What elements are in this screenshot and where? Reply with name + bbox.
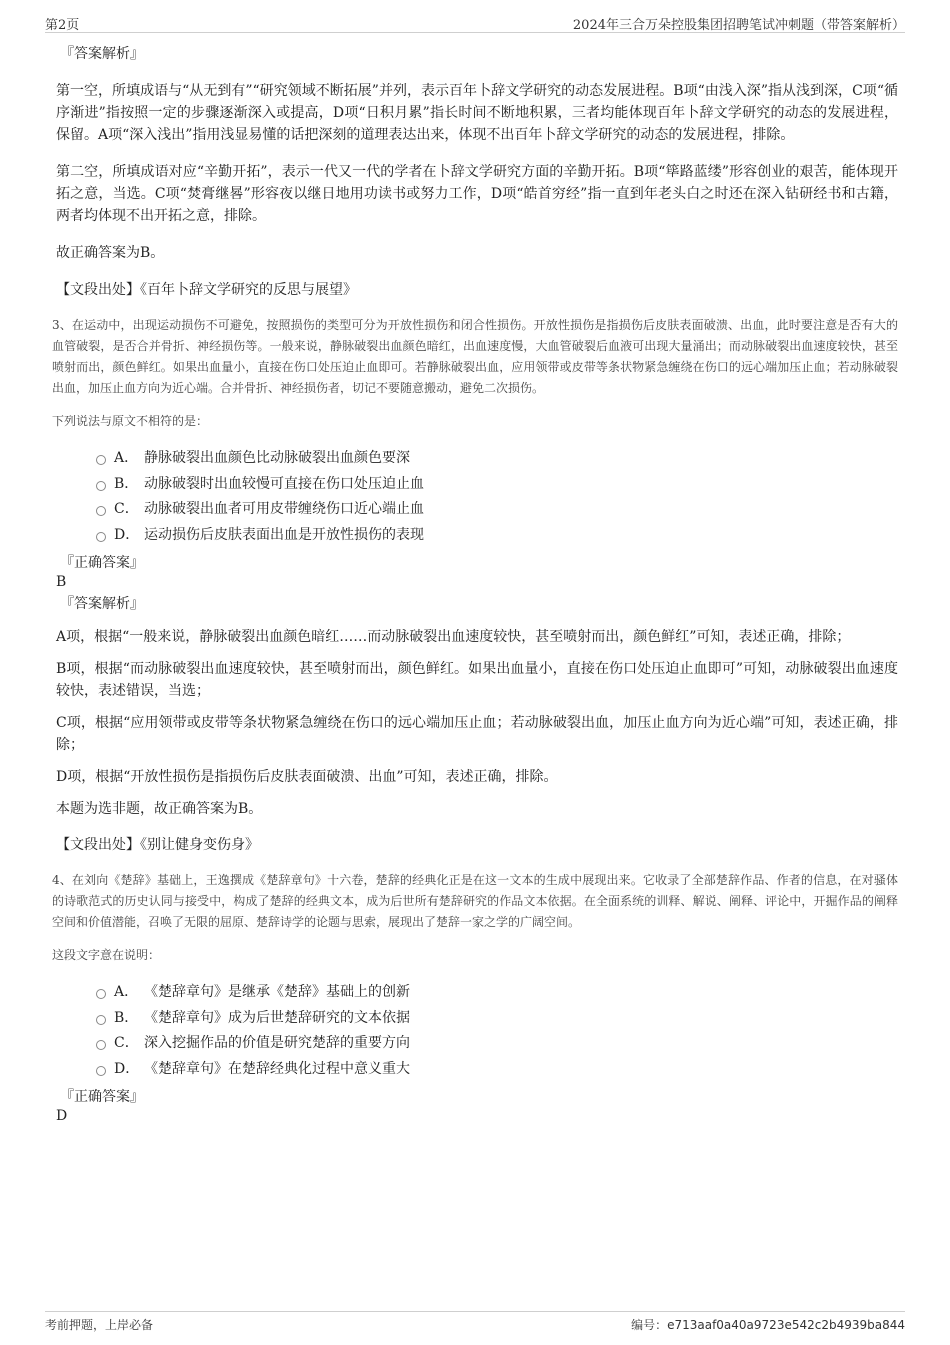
option-text: 静脉破裂出血颜色比动脉破裂出血颜色要深 [144,450,410,466]
radio-button-icon[interactable] [96,1040,106,1050]
radio-button-icon[interactable] [96,1015,106,1025]
option-text: 动脉破裂出血者可用皮带缠绕伤口近心端止血 [144,501,424,517]
analysis-paragraph: C项，根据“应用领带或皮带等条状物紧急缠绕在伤口的远心端加压止血；若动脉破裂出血，加压止血方向为近心端”可知，表述正确，排除； [56,715,898,753]
option-text: 《楚辞章句》成为后世楚辞研究的文本依据 [144,1009,410,1026]
option-letter: B． [114,1009,139,1026]
option-text: 运动损伤后皮肤表面出血是开放性损伤的表现 [144,526,424,543]
answer-analysis-label: 『答案解析』 [60,46,144,62]
option-letter: B． [114,475,139,492]
option-a[interactable] [56,980,898,1006]
analysis-paragraph: 第一空，所填成语与“从无到有”“研究领域不断拓展”并列，表示百年卜辞文学研究的动态发展进程。B项“由浅入深”指从浅到深，C项“循序渐进”指按照一定的步骤逐渐深入或提高，D项“日积月累”指长时间不断地积累，三者均能体现百年卜辞文学研究的动态的发展进程，保留。A项“深入浅出”指用浅显易懂的话把深刻的道理表达出来，体现不出百年卜辞文学研究的动态的发展进程，排除。 [56,83,898,143]
code-label: 编号： [631,1318,668,1332]
radio-button-icon[interactable] [96,989,106,999]
radio-button-icon[interactable] [96,532,106,542]
analysis-paragraph: A项，根据“一般来说，静脉破裂出血颜色暗红……而动脉破裂出血速度较快，甚至喷射而出，颜色鲜红”可知，表述正确，排除； [56,629,851,645]
analysis-paragraph: D项，根据“开放性损伤是指损伤后皮肤表面破溃、出血”可知，表述正确，排除。 [56,769,558,785]
document-code [631,1316,905,1333]
option-b[interactable] [56,1006,898,1032]
option-letter: C． [114,1035,139,1051]
question-passage: 4、在刘向《楚辞》基础上，王逸撰成《楚辞章句》十六卷，楚辞的经典化正是在这一文本的生成中展现出来。它收录了全部楚辞作品、作者的信息，在对骚体的诗歌范式的历史认同与接受中，构成了楚辞的经典文本，成为后世所有楚辞研究的作品文本依据。在全面系统的训释、解说、阐释、评论中，开掘作品的阐释空间和价值潜能，召唤了无限的屈原、楚辞诗学的论题与思索，展现出了楚辞一家之学的广阔空间。 [52,873,898,929]
option-letter: C． [114,501,139,517]
options-list [56,980,898,1082]
answer-conclusion: 故正确答案为B。 [56,245,165,261]
option-text: 《楚辞章句》在楚辞经典化过程中意义重大 [144,1060,410,1077]
option-d[interactable] [56,1057,898,1083]
code-value: e713aaf0a40a9723e542c2b4939ba844 [667,1318,905,1332]
page-header [45,12,905,33]
option-b[interactable] [56,472,898,498]
option-text: 深入挖掘作品的价值是研究楚辞的重要方向 [144,1035,410,1051]
correct-answer: D [56,1108,68,1124]
answer-analysis-label: 『答案解析』 [60,596,144,612]
option-letter: D． [114,1060,140,1077]
document-title: 2024年三合万朵控股集团招聘笔试冲刺题（带答案解析） [572,18,905,33]
question-passage: 3、在运动中，出现运动损伤不可避免，按照损伤的类型可分为开放性损伤和闭合性损伤。开放性损伤是指损伤后皮肤表面破溃、出血，此时要注意是否有大的血管破裂，是否合并骨折、神经损伤等。一般来说，静脉破裂出血颜色暗红，出血速度慢，大血管破裂后血液可出现大量涌出；而动脉破裂出血速度较快，甚至喷射而出，颜色鲜红。如果出血量小，直接在伤口处压迫止血即可。若静脉破裂出血，应用领带或皮带等条状物紧急缠绕在伤口的远心端加压止血；若动脉破裂出血，加压止血方向为近心端。合并骨折、神经损伤者，切记不要随意搬动，避免二次损伤。 [52,318,898,395]
option-a[interactable] [56,446,898,472]
radio-button-icon[interactable] [96,506,106,516]
option-text: 《楚辞章句》是继承《楚辞》基础上的创新 [144,984,410,1000]
question-stem: 下列说法与原文不相符的是： [52,414,209,428]
page-footer [45,1311,905,1336]
correct-answer: B [56,574,67,590]
option-c[interactable] [56,1031,898,1057]
analysis-paragraph: B项，根据“而动脉破裂出血速度较快，甚至喷射而出，颜色鲜红。如果出血量小，直接在伤口处压迫止血即可”可知，动脉破裂出血速度较快，表述错误，当选； [56,661,898,699]
radio-button-icon[interactable] [96,481,106,491]
correct-answer-label: 『正确答案』 [60,555,144,571]
option-d[interactable] [56,523,898,549]
radio-button-icon[interactable] [96,455,106,465]
footer-slogan: 考前押题，上岸必备 [45,1318,154,1332]
option-c[interactable] [56,497,898,523]
option-letter: D． [114,526,140,543]
source-citation: 【文段出处】《百年卜辞文学研究的反思与展望》 [56,282,357,298]
page-number: 第2页 [45,18,80,33]
correct-answer-label: 『正确答案』 [60,1089,144,1105]
analysis-paragraph: 第二空，所填成语对应“辛勤开拓”，表示一代又一代的学者在卜辞文学研究方面的辛勤开拓。B项“筚路蓝缕”形容创业的艰苦，能体现开拓之意，当选。C项“焚膏继晷”形容夜以继日地用功读书或努力工作，D项“皓首穷经”指一直到年老头白之时还在深入钻研经书和古籍，两者均体现不出开拓之意，排除。 [56,164,898,224]
option-letter: A． [114,450,139,466]
radio-button-icon[interactable] [96,1066,106,1076]
main-content [52,44,898,1125]
answer-conclusion: 本题为选非题，故正确答案为B。 [56,801,263,817]
question-stem: 这段文字意在说明： [52,948,161,962]
source-citation: 【文段出处】《别让健身变伤身》 [56,837,259,853]
options-list [56,446,898,548]
option-letter: A． [114,984,139,1000]
option-text: 动脉破裂时出血较慢可直接在伤口处压迫止血 [144,475,424,492]
